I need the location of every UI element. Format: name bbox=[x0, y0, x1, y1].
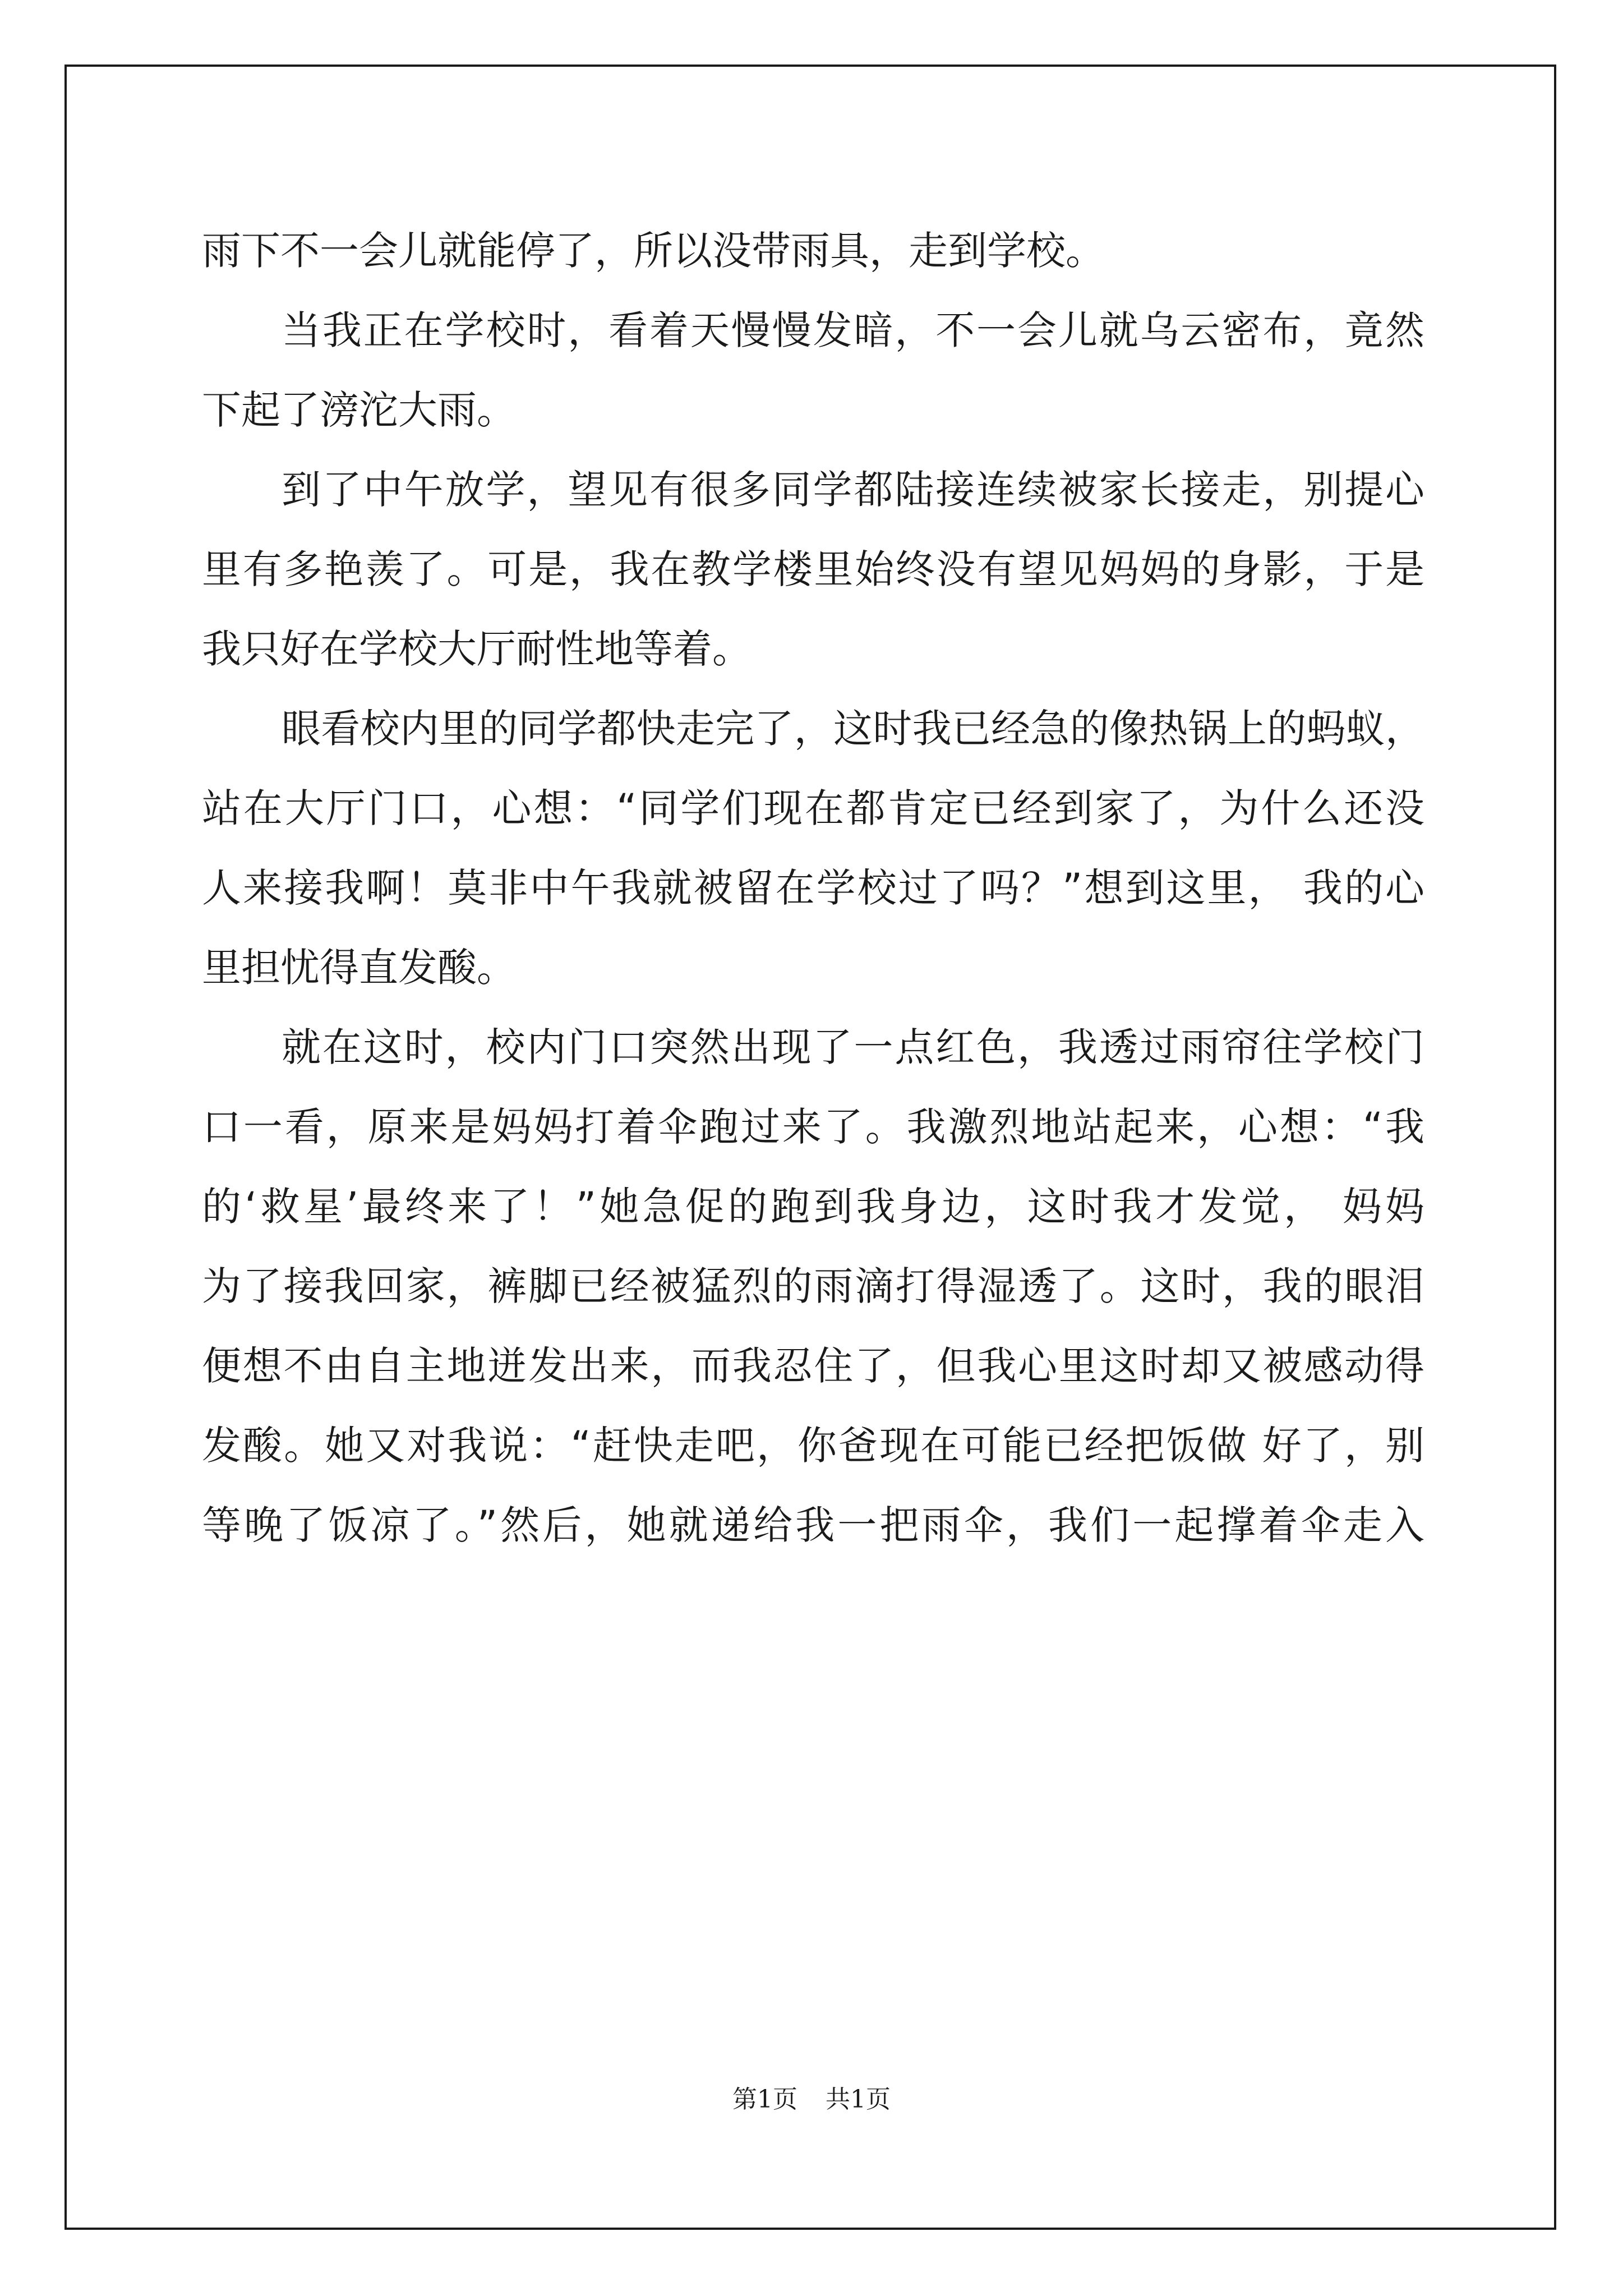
text-line: 发酸。她又对我说：“赶快走吧，你爸现在可能已经把饭做 好了，别 bbox=[202, 1423, 1424, 1469]
text-line: 的‘救星’最终来了！”她急促的跑到我身边，这时我才发觉， 妈妈 bbox=[202, 1184, 1424, 1230]
text-line: 人来接我啊！莫非中午我就被留在学校过了吗？”想到这里， 我的心 bbox=[202, 865, 1424, 911]
text-line: 等晚了饭凉了。”然后，她就递给我一把雨伞，我们一起撑着伞走入 bbox=[202, 1502, 1424, 1548]
text-line: 站在大厅门口，心想：“同学们现在都肯定已经到家了，为什么还没 bbox=[202, 785, 1424, 831]
text-line: 口一看，原来是妈妈打着伞跑过来了。我激烈地站起来，心想：“我 bbox=[202, 1104, 1424, 1150]
page-footer bbox=[0, 2080, 1623, 2119]
text-line: 为了接我回家，裤脚已经被猛烈的雨滴打得湿透了。这时，我的眼泪 bbox=[202, 1263, 1424, 1309]
text-line: 眼看校内里的同学都快走完了，这时我已经急的像热锅上的蚂蚁， bbox=[282, 706, 1424, 752]
text-line: 里有多艳羡了。可是，我在教学楼里始终没有望见妈妈的身影，于是 bbox=[202, 546, 1424, 592]
page-total: 共1页 bbox=[826, 2085, 891, 2114]
text-line: 里担忧得直发酸。 bbox=[202, 945, 516, 991]
document-body bbox=[202, 211, 1424, 1565]
page-number: 第1页 bbox=[732, 2085, 797, 2114]
text-line: 下起了滂沱大雨。 bbox=[202, 387, 516, 433]
text-line: 当我正在学校时，看着天慢慢发暗，不一会儿就乌云密布，竟然 bbox=[282, 307, 1424, 353]
text-line: 就在这时，校内门口突然出现了一点红色，我透过雨帘往学校门 bbox=[282, 1024, 1424, 1070]
text-line: 到了中午放学，望见有很多同学都陆接连续被家长接走，别提心 bbox=[282, 467, 1424, 513]
text-line: 雨下不一会儿就能停了，所以没带雨具，走到学校。 bbox=[202, 228, 1105, 274]
text-line: 我只好在学校大厅耐性地等着。 bbox=[202, 626, 751, 672]
text-line: 便想不由自主地迸发出来，而我忍住了，但我心里这时却又被感动得 bbox=[202, 1343, 1424, 1389]
